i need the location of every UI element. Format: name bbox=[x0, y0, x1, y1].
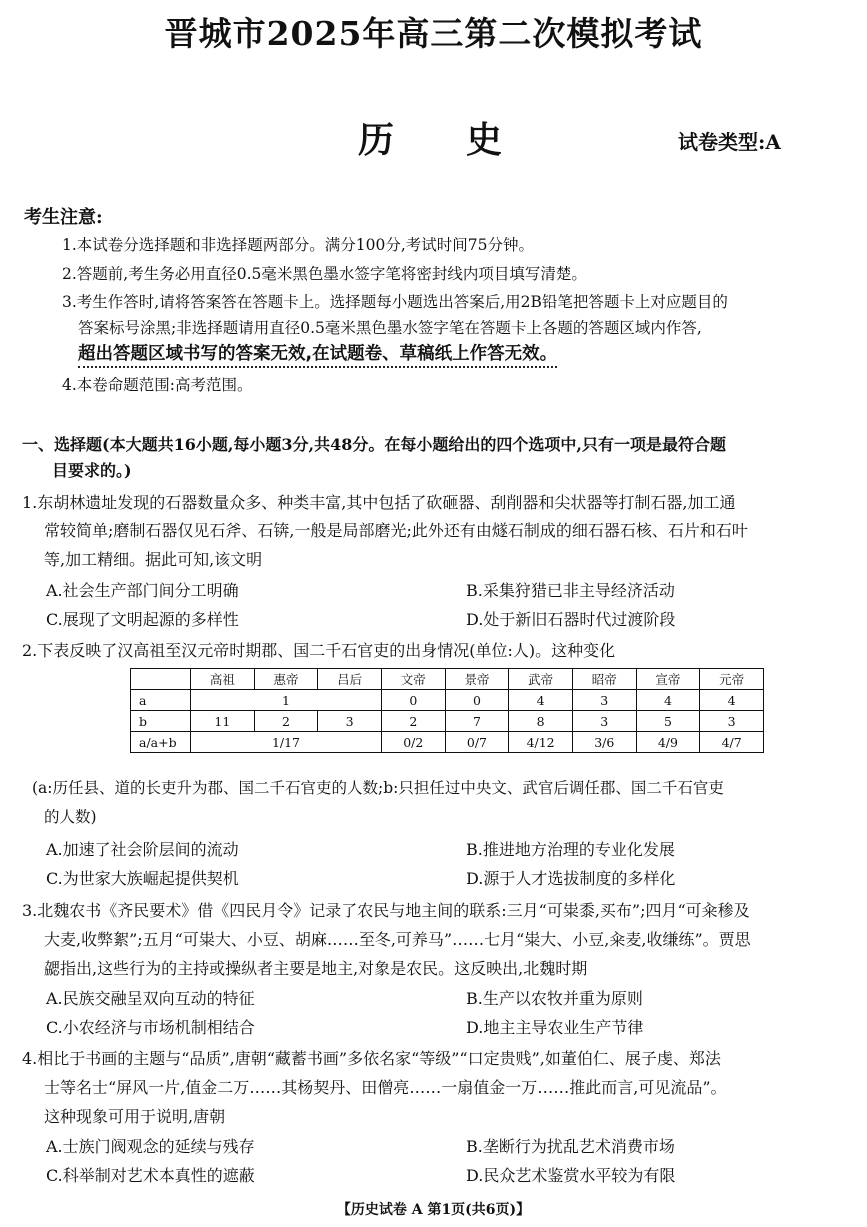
q1-stem: 等,加工精细。据此可知,该文明 bbox=[44, 550, 263, 569]
q3-stem: 大麦,收弊絮”;五月“可粜大、小豆、胡麻……至冬,可养马”……七月“粜大、小豆,籴麦,收缣练”。贾思 bbox=[44, 930, 751, 949]
table-cell: 0/7 bbox=[445, 732, 509, 753]
row-label: b bbox=[131, 711, 191, 732]
table-header-cell: 昭帝 bbox=[572, 669, 636, 690]
q1-stem: 1.东胡林遗址发现的石器数量众多、种类丰富,其中包括了砍砸器、刮削器和尖状器等打制石器,加工通 bbox=[22, 493, 736, 512]
subject-title: 历史 bbox=[358, 119, 575, 161]
section-heading: 一、选择题(本大题共16小题,每小题3分,共48分。在每小题给出的四个选项中,只有一项是最符合题 bbox=[22, 435, 726, 454]
table-cell: 7 bbox=[445, 711, 509, 732]
table-cell: 8 bbox=[509, 711, 573, 732]
q1-option-c: C.展现了文明起源的多样性 bbox=[46, 610, 239, 629]
q3-option-b: B.生产以农牧并重为原则 bbox=[466, 989, 643, 1008]
notice-item: 3.考生作答时,请将答案答在答题卡上。选择题每小题选出答案后,用2B铅笔把答题卡上对应题目的 bbox=[62, 293, 728, 311]
row-label: a/a+b bbox=[131, 732, 191, 753]
q4-stem: 这种现象可用于说明,唐朝 bbox=[44, 1107, 226, 1126]
table-header-cell: 惠帝 bbox=[254, 669, 318, 690]
table-header-row bbox=[131, 669, 764, 690]
q2-table-note: 的人数) bbox=[44, 808, 97, 826]
table-cell: 3/6 bbox=[572, 732, 636, 753]
q4-stem: 士等名士“屏风一片,值金二万……其杨契丹、田僧亮……一扇值金一万……推此而言,可见流品”。 bbox=[44, 1078, 727, 1097]
exam-title: 晋城市2025年高三第二次模拟考试 bbox=[164, 14, 703, 53]
q4-option-a: A.士族门阀观念的延续与残存 bbox=[46, 1137, 255, 1156]
table-cell: 4/12 bbox=[509, 732, 573, 753]
table-header-cell: 高祖 bbox=[191, 669, 255, 690]
table-cell: 4 bbox=[700, 690, 764, 711]
q4-stem: 4.相比于书画的主题与“品质”,唐朝“藏蓄书画”多依名家“等级”“口定贵贱”,如董伯仁、展子虔、郑法 bbox=[22, 1049, 721, 1068]
table-cell: 0 bbox=[381, 690, 445, 711]
q2-option-b: B.推进地方治理的专业化发展 bbox=[466, 840, 675, 859]
q1-option-a: A.社会生产部门间分工明确 bbox=[46, 581, 239, 600]
table-cell: 3 bbox=[572, 690, 636, 711]
page-footer: 【历史试卷 A 第1页(共6页)】 bbox=[336, 1202, 531, 1218]
table-cell: 4 bbox=[636, 690, 700, 711]
table-cell: 0 bbox=[445, 690, 509, 711]
table-header-cell: 宣帝 bbox=[636, 669, 700, 690]
q3-option-d: D.地主主导农业生产节律 bbox=[466, 1018, 644, 1037]
notice-heading: 考生注意: bbox=[24, 207, 103, 228]
table-cell: 3 bbox=[318, 711, 382, 732]
q1-stem: 常较简单;磨制石器仅见石斧、石锛,一般是局部磨光;此外还有由燧石制成的细石器石核、石片和石叶 bbox=[44, 521, 748, 540]
q2-option-c: C.为世家大族崛起提供契机 bbox=[46, 869, 239, 888]
q2-stem: 2.下表反映了汉高祖至汉元帝时期郡、国二千石官吏的出身情况(单位:人)。这种变化 bbox=[22, 641, 616, 660]
q1-option-b: B.采集狩猎已非主导经济活动 bbox=[466, 581, 675, 600]
table-cell: 1/17 bbox=[191, 732, 382, 753]
official-origin-table bbox=[130, 668, 764, 753]
section-heading-cont: 目要求的。) bbox=[52, 461, 132, 480]
notice-item: 1.本试卷分选择题和非选择题两部分。满分100分,考试时间75分钟。 bbox=[62, 236, 535, 254]
table-header-cell: 景帝 bbox=[445, 669, 509, 690]
table-cell: 3 bbox=[700, 711, 764, 732]
q3-option-c: C.小农经济与市场机制相结合 bbox=[46, 1018, 255, 1037]
q4-option-d: D.民众艺术鉴赏水平较为有限 bbox=[466, 1166, 676, 1185]
table-cell: 3 bbox=[572, 711, 636, 732]
notice-item: 2.答题前,考生务必用直径0.5毫米黑色墨水签字笔将密封线内项目填写清楚。 bbox=[62, 265, 587, 283]
table-cell: 2 bbox=[254, 711, 318, 732]
q4-option-b: B.垄断行为扰乱艺术消费市场 bbox=[466, 1137, 675, 1156]
table-row bbox=[131, 711, 764, 732]
q3-option-a: A.民族交融呈双向互动的特征 bbox=[46, 989, 255, 1008]
table-cell: 4 bbox=[509, 690, 573, 711]
table-cell bbox=[131, 669, 191, 690]
table-cell: 4/9 bbox=[636, 732, 700, 753]
q2-table-note: (a:历任县、道的长吏升为郡、国二千石官吏的人数;b:只担任过中央文、武官后调任郡、国二千石官吏 bbox=[32, 779, 724, 797]
notice-warning: 超出答题区域书写的答案无效,在试题卷、草稿纸上作答无效。 bbox=[78, 344, 557, 368]
paper-type: 试卷类型:A bbox=[678, 130, 781, 154]
q2-option-d: D.源于人才选拔制度的多样化 bbox=[466, 869, 676, 888]
q2-option-a: A.加速了社会阶层间的流动 bbox=[46, 840, 239, 859]
table-cell: 4/7 bbox=[700, 732, 764, 753]
table-header-cell: 吕后 bbox=[318, 669, 382, 690]
table-cell: 2 bbox=[381, 711, 445, 732]
notice-item: 答案标号涂黑;非选择题请用直径0.5毫米黑色墨水签字笔在答题卡上各题的答题区域内作答, bbox=[78, 319, 702, 337]
q4-option-c: C.科举制对艺术本真性的遮蔽 bbox=[46, 1166, 255, 1185]
q3-stem: 3.北魏农书《齐民要术》借《四民月令》记录了农民与地主间的联系:三月“可粜黍,买布”;四月“可籴䅟及 bbox=[22, 901, 750, 920]
table-cell: 1 bbox=[191, 690, 382, 711]
notice-item: 4.本卷命题范围:高考范围。 bbox=[62, 376, 253, 394]
q3-stem: 勰指出,这些行为的主持或操纵者主要是地主,对象是农民。这反映出,北魏时期 bbox=[44, 959, 588, 978]
row-label: a bbox=[131, 690, 191, 711]
table-cell: 11 bbox=[191, 711, 255, 732]
q1-option-d: D.处于新旧石器时代过渡阶段 bbox=[466, 610, 676, 629]
table-row bbox=[131, 732, 764, 753]
table-cell: 0/2 bbox=[381, 732, 445, 753]
table-header-cell: 武帝 bbox=[509, 669, 573, 690]
table-row bbox=[131, 690, 764, 711]
table-cell: 5 bbox=[636, 711, 700, 732]
table-header-cell: 文帝 bbox=[381, 669, 445, 690]
table-header-cell: 元帝 bbox=[700, 669, 764, 690]
